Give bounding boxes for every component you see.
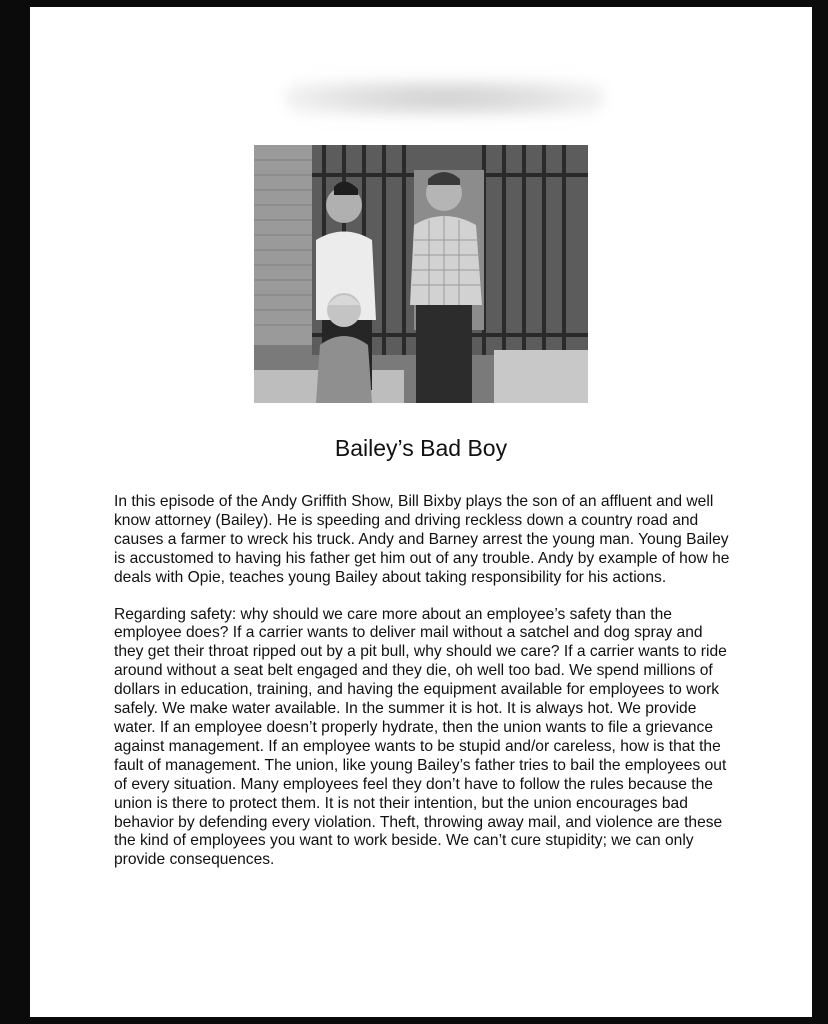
paragraph-episode-summary: In this episode of the Andy Griffith Show, Bill Bixby plays the son of an affluent and well know attorney (Bailey). He is speeding and driving reckless down a country road and causes a farmer to wreck his truck. Andy and Barney arrest the young man. Young Bailey is accustomed to having his father get him out of any trouble. Andy by example of how he deals with Opie, teaches young Bailey about taking responsibility for his actions. xyxy=(114,493,730,586)
document-page xyxy=(30,7,812,1017)
paragraph-safety: Regarding safety: why should we care more about an employee’s safety than the employee does? If a carrier wants to deliver mail without a satchel and dog spray and they get their throat ripped out by a pit bull, why should we care? If a carrier wants to ride around without a seat belt engaged and they die, oh well too bad. We spend millions of dollars in education, training, and having the equipment available for employees to work safely. We make water available. In the summer it is hot. It is always hot. We provide water. If an employee doesn’t properly hydrate, then the union wants to file a grievance against management. If an employee wants to be stupid and/or careless, how is that the fault of management. The union, like young Bailey’s father tries to bail the employees out of every situation. Many employees feel they don’t have to follow the rules because the union is there to protect them. It is not their intention, but the union encourages bad behavior by defending every violation. Theft, throwing away mail, and violence are these the kind of employees you want to work beside. We can’t cure stupidity; we can only provide consequences. xyxy=(114,605,727,869)
blurred-header-text xyxy=(285,79,605,117)
document-body xyxy=(114,493,734,888)
document-title: Bailey’s Bad Boy xyxy=(334,435,508,461)
episode-photo xyxy=(254,145,588,403)
